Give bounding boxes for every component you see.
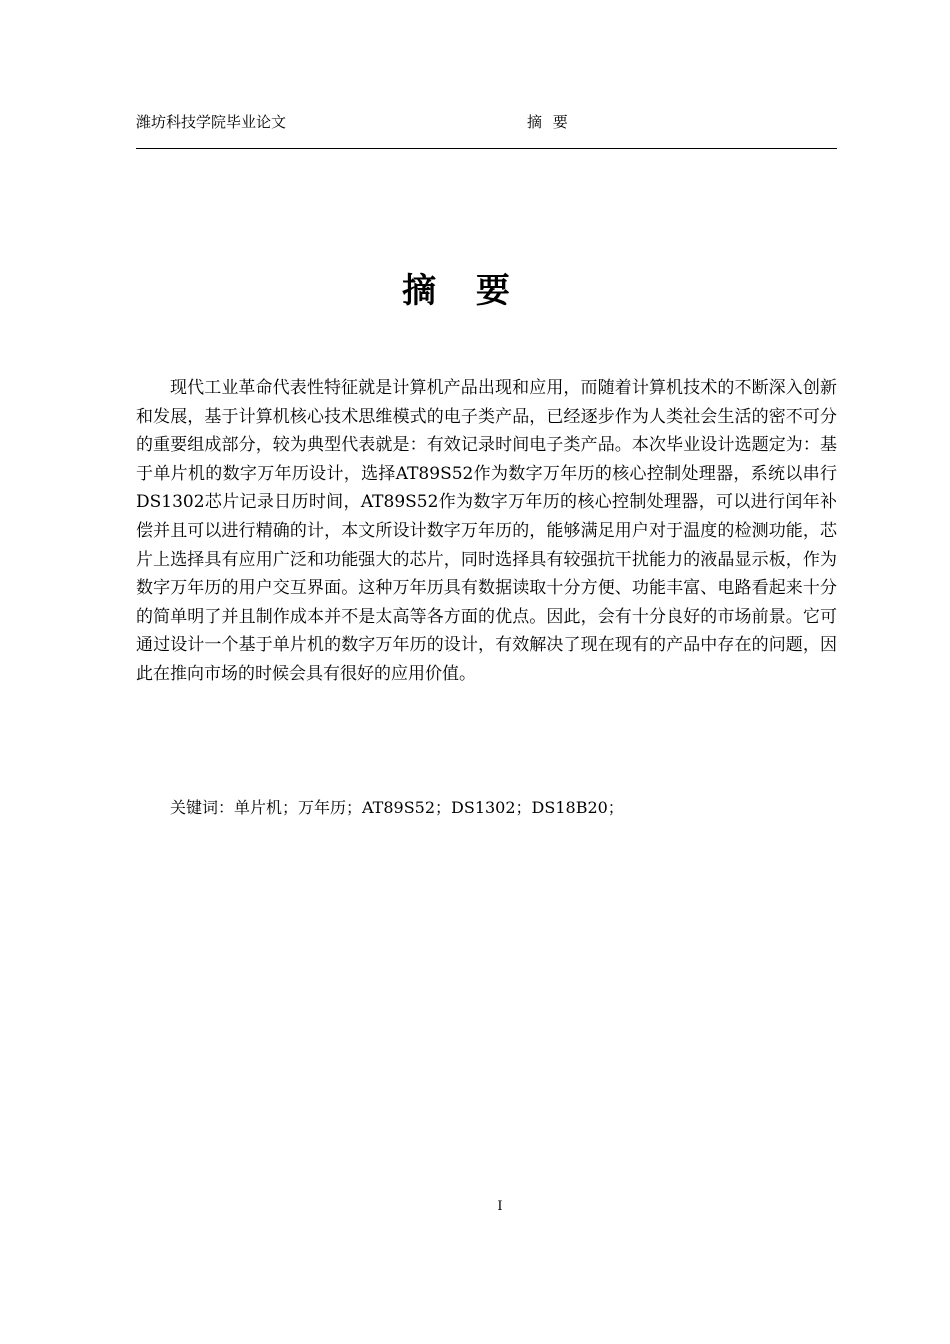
keywords-line: 关键词：单片机；万年历；AT89S52；DS1302；DS18B20； (170, 798, 624, 817)
header-section-title: 摘 要 (527, 113, 571, 131)
header-school-title: 潍坊科技学院毕业论文 (136, 113, 287, 131)
page-number: I (497, 1199, 503, 1214)
abstract-paragraph: 现代工业革命代表性特征就是计算机产品出现和应用，而随着计算机技术的不断深入创新和发展，基于计算机核心技术思维模式的电子类产品，已经逐步作为人类社会生活的密不可分的重要组成部分，较为典型代表就是：有效记录时间电子类产品。本次毕业设计选题定为：基于单片机的数字万年历设计，选择AT89S52作为数字万年历的核心控制处理器，系统以串行DS1302芯片记录日历时间，AT89S52作为数字万年历的核心控制处理器，可以进行闰年补偿并且可以进行精确的计，本文所设计数字万年历的，能够满足用户对于温度的检测功能，芯片上选择具有应用广泛和功能强大的芯片，同时选择具有较强抗干扰能力的液晶显示板，作为数字万年历的用户交互界面。这种万年历具有数据读取十分方便、功能丰富、电路看起来十分的简单明了并且制作成本并不是太高等各方面的优点。因此，会有十分良好的市场前景。它可通过设计一个基于单片机的数字万年历的设计，有效解决了现在现有的产品中存在的问题，因此在推向市场的时候会具有很好的应用价值。 (136, 378, 837, 684)
page-header (136, 112, 837, 149)
page-title: 摘 要 (402, 271, 524, 311)
